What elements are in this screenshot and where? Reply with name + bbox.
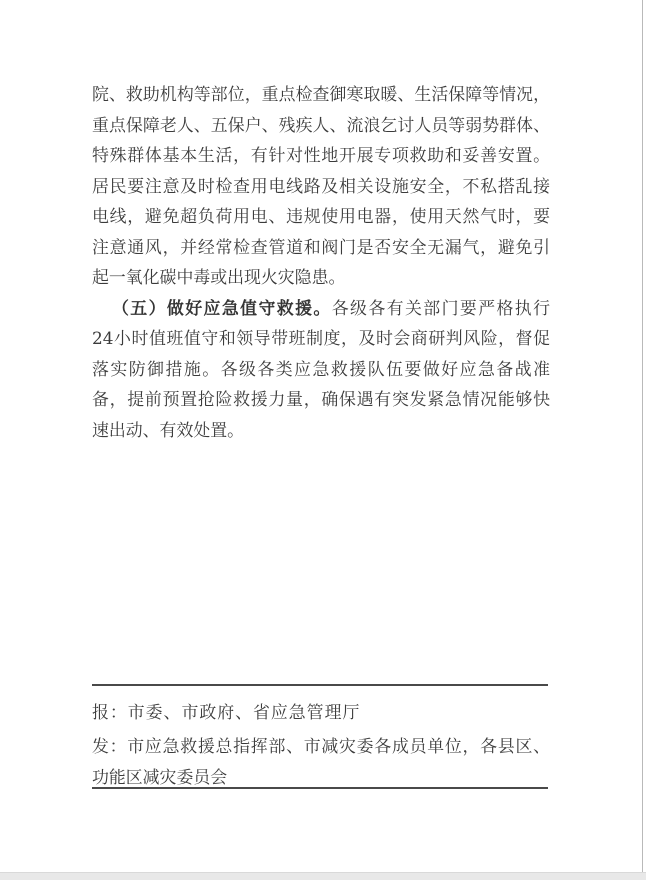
body-text-line: 24小时值班值守和领导带班制度，及时会商研判风险，督促 xyxy=(92,328,550,348)
document-body xyxy=(92,79,550,445)
section-heading: （五）做好应急值守救援。 xyxy=(112,297,332,318)
footer-bottom-line xyxy=(92,787,548,789)
body-text-line: 注意通风，并经常检查管道和阀门是否安全无漏气，避免引 xyxy=(92,236,550,257)
body-text-line: 院、救助机构等部位，重点检查御寒取暖、生活保障等情况， xyxy=(92,84,550,104)
body-text-line: 重点保障老人、五保户、残疾人、流浪乞讨人员等弱势群体、 xyxy=(92,114,550,135)
body-text-line: 居民要注意及时检查用电线路及相关设施安全，不私搭乱接 xyxy=(92,175,550,196)
page-edge-shadow xyxy=(0,872,646,880)
footer-separator-line xyxy=(92,684,548,686)
body-text-line xyxy=(92,293,550,324)
body-text-line: 备，提前预置抢险救援力量，确保遇有突发紧急情况能够快 xyxy=(92,389,550,409)
body-text-line: 起一氧化碳中毒或出现火灾隐患。 xyxy=(92,267,346,287)
body-text-line: 特殊群体基本生活，有针对性地开展专项救助和妥善安置。 xyxy=(92,145,550,165)
distribution-line-1: 发：市应急救援总指挥部、市减灾委各成员单位，各县区、 xyxy=(92,736,550,756)
body-text-run: 各级各有关部门要严格执行 xyxy=(331,297,551,318)
distribution-line-2: 功能区减灾委员会 xyxy=(92,767,228,787)
body-text-line: 电线，避免超负荷用电、违规使用电器，使用天然气时，要 xyxy=(92,206,550,226)
report-recipients-line: 报：市委、市政府、省应急管理厅 xyxy=(92,702,361,722)
body-text-line: 速出动、有效处置。 xyxy=(92,419,245,440)
body-text-line: 落实防御措施。各级各类应急救援队伍要做好应急备战准 xyxy=(92,358,550,379)
